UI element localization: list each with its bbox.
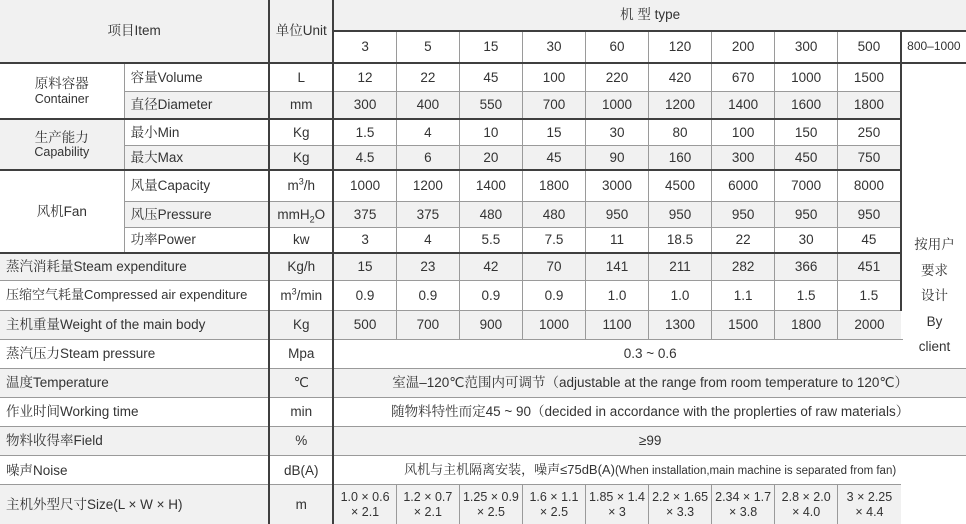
- cell: 1500: [712, 311, 775, 340]
- row-unit: Kg: [269, 145, 333, 170]
- group-capability-en: Capability: [34, 145, 90, 160]
- model-60: 60: [585, 31, 648, 63]
- client-note-line: 按用户: [914, 237, 955, 252]
- row-label: 最大Max: [124, 145, 269, 170]
- cell: 0.9: [459, 280, 522, 310]
- row-unit: Mpa: [269, 340, 333, 369]
- client-note-line: By: [926, 313, 943, 329]
- row-label: 功率Power: [124, 227, 269, 253]
- model-3: 3: [333, 31, 396, 63]
- model-5: 5: [396, 31, 459, 63]
- cell: 150: [775, 119, 838, 145]
- row-unit: mm: [269, 91, 333, 119]
- cell: 1800: [522, 170, 585, 201]
- row-unit: $m^3/h$: [269, 170, 333, 201]
- cell: 1.5: [333, 119, 396, 145]
- size-cell: 2.34 × 1.7 × 3.8: [712, 485, 775, 524]
- cell: 8000: [838, 170, 901, 201]
- cell: 70: [522, 253, 585, 280]
- cell: 1600: [775, 91, 838, 119]
- cell: 30: [775, 227, 838, 253]
- cell: 100: [522, 63, 585, 91]
- group-container-en: Container: [34, 91, 89, 106]
- row-unit: $m^3/\min$: [269, 280, 333, 310]
- cell: 20: [459, 145, 522, 170]
- model-800-1000: 800–1000: [901, 31, 966, 63]
- cell: 100: [712, 119, 775, 145]
- cell: 6000: [712, 170, 775, 201]
- cell: 500: [333, 311, 396, 340]
- model-15: 15: [459, 31, 522, 63]
- row-unit: Kg/h: [269, 253, 333, 280]
- model-120: 120: [649, 31, 712, 63]
- row-unit: %: [269, 427, 333, 456]
- cell: 1000: [585, 91, 648, 119]
- cell: 0.9: [333, 280, 396, 310]
- row-label: 直径Diameter: [124, 91, 269, 119]
- row-unit: L: [269, 63, 333, 91]
- cell: 480: [522, 201, 585, 227]
- cell: 42: [459, 253, 522, 280]
- cell: 900: [459, 311, 522, 340]
- cell: 670: [712, 63, 775, 91]
- model-30: 30: [522, 31, 585, 63]
- row-label: 风量Capacity: [124, 170, 269, 201]
- row-unit: dB(A): [269, 456, 333, 485]
- cell: 22: [712, 227, 775, 253]
- cell: 300: [333, 91, 396, 119]
- cell: 750: [838, 145, 901, 170]
- row-unit: ℃: [269, 369, 333, 398]
- cell: 12: [333, 63, 396, 91]
- cell: 1800: [775, 311, 838, 340]
- group-capability: [0, 119, 124, 170]
- cell: 22: [396, 63, 459, 91]
- cell: 1.5: [775, 280, 838, 310]
- cell: 1500: [838, 63, 901, 91]
- cell: 1200: [396, 170, 459, 201]
- merged-value: 0.3 ~ 0.6: [333, 340, 966, 369]
- cell: 1400: [712, 91, 775, 119]
- cell: 5.5: [459, 227, 522, 253]
- cell: 10: [459, 119, 522, 145]
- cell: 3000: [585, 170, 648, 201]
- cell: 45: [838, 227, 901, 253]
- cell: 6: [396, 145, 459, 170]
- cell: 1000: [522, 311, 585, 340]
- cell: 3: [333, 227, 396, 253]
- cell: 1.1: [712, 280, 775, 310]
- cell: 4500: [649, 170, 712, 201]
- row-label: 压缩空气耗量Compressed air expenditure: [0, 280, 269, 310]
- cell: 480: [459, 201, 522, 227]
- cell: 1300: [649, 311, 712, 340]
- cell: 1200: [649, 91, 712, 119]
- cell: 1000: [775, 63, 838, 91]
- row-unit: mmH$_2$O: [269, 201, 333, 227]
- size-cell: 1.25 × 0.9 × 2.5: [459, 485, 522, 524]
- cell: 220: [585, 63, 648, 91]
- row-unit: m: [269, 485, 333, 524]
- cell: 211: [649, 253, 712, 280]
- row-label: 物料收得率Field: [0, 427, 269, 456]
- row-unit: Kg: [269, 119, 333, 145]
- cell: 250: [838, 119, 901, 145]
- group-fan: 风机Fan: [0, 170, 124, 253]
- cell: 18.5: [649, 227, 712, 253]
- cell: 7000: [775, 170, 838, 201]
- row-unit: kw: [269, 227, 333, 253]
- cell: 4: [396, 119, 459, 145]
- merged-value: 随物料特性而定45 ~ 90（decided in accordance with the proplerties of raw materials）: [333, 398, 966, 427]
- cell: 1.5: [838, 280, 901, 310]
- cell: 420: [649, 63, 712, 91]
- model-300: 300: [775, 31, 838, 63]
- size-cell: 3 × 2.25 × 4.4: [838, 485, 901, 524]
- group-container: [0, 63, 124, 119]
- model-500: 500: [838, 31, 901, 63]
- size-cell: 1.0 × 0.6 × 2.1: [333, 485, 396, 524]
- cell: 1000: [333, 170, 396, 201]
- client-note-line: 要求: [921, 262, 948, 278]
- size-cell: 2.8 × 2.0 × 4.0: [775, 485, 838, 524]
- cell: 30: [585, 119, 648, 145]
- row-label: 主机重量Weight of the main body: [0, 311, 269, 340]
- merged-value: 风机与主机隔离安装，噪声≤75dB(A)(When installation,main machine is separated from fan): [333, 456, 966, 485]
- cell: 45: [459, 63, 522, 91]
- cell: 366: [775, 253, 838, 280]
- cell: 141: [585, 253, 648, 280]
- cell: 950: [585, 201, 648, 227]
- cell: 950: [775, 201, 838, 227]
- cell: 950: [649, 201, 712, 227]
- group-container-cn: 原料容器: [34, 76, 89, 92]
- cell: 15: [333, 253, 396, 280]
- cell: 15: [522, 119, 585, 145]
- cell: 2000: [838, 311, 901, 340]
- cell: 0.9: [396, 280, 459, 310]
- cell: 375: [396, 201, 459, 227]
- cell: 4: [396, 227, 459, 253]
- cell: 7.5: [522, 227, 585, 253]
- header-unit: 单位Unit: [269, 0, 333, 63]
- cell: 400: [396, 91, 459, 119]
- cell: 0.9: [522, 280, 585, 310]
- cell: 23: [396, 253, 459, 280]
- client-note-line: 设计: [921, 288, 948, 303]
- cell: 80: [649, 119, 712, 145]
- row-label: 主机外型尺寸Size(L × W × H): [0, 485, 269, 524]
- row-unit: Kg: [269, 311, 333, 340]
- cell: 300: [712, 145, 775, 170]
- row-label: 蒸汽消耗量Steam expenditure: [0, 253, 269, 280]
- row-label: 容量Volume: [124, 63, 269, 91]
- cell: 1100: [585, 311, 648, 340]
- header-item: 项目Item: [0, 0, 269, 63]
- row-label: 蒸汽压力Steam pressure: [0, 340, 269, 369]
- cell: 700: [522, 91, 585, 119]
- row-label: 噪声Noise: [0, 456, 269, 485]
- size-cell: 1.85 × 1.4 × 3: [585, 485, 648, 524]
- cell: 375: [333, 201, 396, 227]
- cell: 1800: [838, 91, 901, 119]
- cell: 451: [838, 253, 901, 280]
- cell: 1.0: [649, 280, 712, 310]
- cell: 550: [459, 91, 522, 119]
- merged-value: ≥99: [333, 427, 966, 456]
- cell: 1.0: [585, 280, 648, 310]
- merged-value: 室温–120℃范围内可调节（adjustable at the range from room temperature to 120℃）: [333, 369, 966, 398]
- cell: 282: [712, 253, 775, 280]
- header-type: 机 型 type: [333, 0, 966, 31]
- cell: 1400: [459, 170, 522, 201]
- model-200: 200: [712, 31, 775, 63]
- client-note: [903, 232, 966, 354]
- cell: 950: [838, 201, 901, 227]
- size-cell: 2.2 × 1.65 × 3.3: [649, 485, 712, 524]
- row-unit: min: [269, 398, 333, 427]
- cell: 700: [396, 311, 459, 340]
- cell: 90: [585, 145, 648, 170]
- cell: 11: [585, 227, 648, 253]
- cell: 4.5: [333, 145, 396, 170]
- cell: 45: [522, 145, 585, 170]
- client-note-line: client: [918, 339, 951, 354]
- row-label: 作业时间Working time: [0, 398, 269, 427]
- cell: 450: [775, 145, 838, 170]
- row-label: 风压Pressure: [124, 201, 269, 227]
- cell: 160: [649, 145, 712, 170]
- size-cell: 1.2 × 0.7 × 2.1: [396, 485, 459, 524]
- cell: 950: [712, 201, 775, 227]
- group-capability-cn: 生产能力: [34, 129, 89, 145]
- size-cell: 1.6 × 1.1 × 2.5: [522, 485, 585, 524]
- row-label: 最小Min: [124, 119, 269, 145]
- row-label: 温度Temperature: [0, 369, 269, 398]
